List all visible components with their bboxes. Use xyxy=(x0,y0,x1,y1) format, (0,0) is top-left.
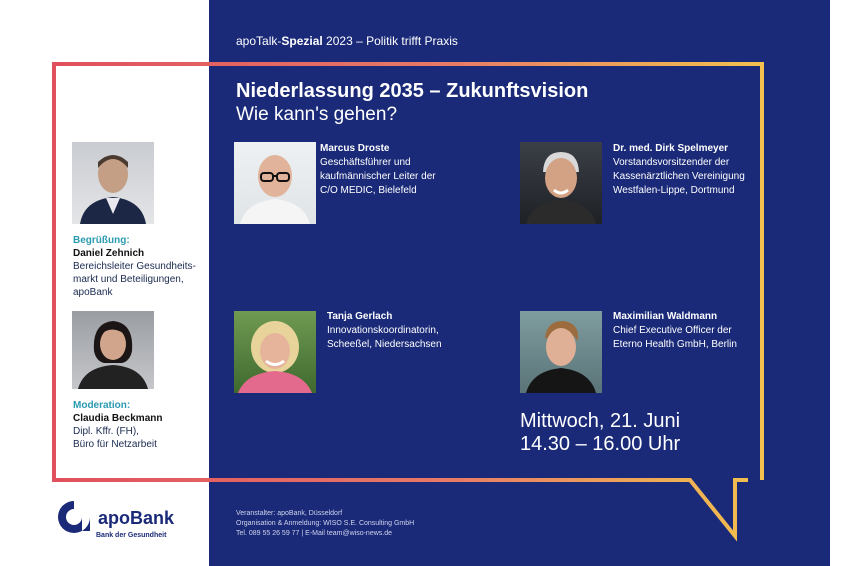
dirk-spelmeyer-photo xyxy=(520,142,602,224)
apobank-logo-icon xyxy=(56,499,92,533)
speaker-name: Marcus Droste xyxy=(320,143,390,154)
welcome-block xyxy=(73,234,209,299)
speaker-role-line: Westfalen-Lippe, Dortmund xyxy=(613,185,735,196)
moderation-name: Claudia Beckmann xyxy=(73,413,163,424)
event-time: 14.30 – 16.00 Uhr xyxy=(520,433,681,455)
speaker-role-line: Innovationskoordinatorin, xyxy=(327,325,439,336)
tanja-gerlach-photo xyxy=(234,311,316,393)
logo-text: apoBank xyxy=(98,508,175,528)
footer-info xyxy=(236,509,414,539)
moderation-role-line: Dipl. Kffr. (FH), xyxy=(73,426,139,437)
logo-tagline: Bank der Gesundheit xyxy=(96,532,167,539)
moderation-block xyxy=(73,399,209,451)
speaker-role-line: Kassenärztlichen Vereinigung xyxy=(613,171,745,182)
speaker-role-line: kaufmännischer Leiter der xyxy=(320,171,436,182)
daniel-zehnich-photo xyxy=(72,142,154,224)
welcome-role-line: apoBank xyxy=(73,287,113,298)
speaker-block xyxy=(613,311,737,352)
speaker-block xyxy=(327,311,442,352)
speaker-role-line: Scheeßel, Niedersachsen xyxy=(327,339,442,350)
speaker-role-line: Eterno Health GmbH, Berlin xyxy=(613,339,737,350)
speaker-role-line: Geschäftsführer und xyxy=(320,157,411,168)
speaker-name: Dr. med. Dirk Spelmeyer xyxy=(613,143,729,154)
event-date: Mittwoch, 21. Juni xyxy=(520,410,681,432)
speaker-role-line: Vorstandsvorsitzender der xyxy=(613,157,730,168)
event-datetime xyxy=(520,410,680,456)
welcome-role-line: markt und Beteiligungen, xyxy=(73,274,184,285)
footer-line: Organisation & Anmeldung: WISO S.E. Consulting GmbH xyxy=(236,520,415,527)
welcome-name: Daniel Zehnich xyxy=(73,248,145,259)
maximilian-waldmann-photo xyxy=(520,311,602,393)
moderation-label: Moderation: xyxy=(73,400,131,411)
speaker-block xyxy=(320,143,436,198)
speaker-name: Tanja Gerlach xyxy=(327,311,393,322)
speaker-name: Maximilian Waldmann xyxy=(613,311,718,322)
footer-line: Veranstalter: apoBank, Düsseldorf xyxy=(236,510,343,517)
speaker-role-line: Chief Executive Officer der xyxy=(613,325,732,336)
welcome-label: Begrüßung: xyxy=(73,235,130,246)
welcome-role-line: Bereichsleiter Gesundheits- xyxy=(73,261,196,272)
moderation-role-line: Büro für Netzarbeit xyxy=(73,439,157,450)
claudia-beckmann-photo xyxy=(72,311,154,389)
speaker-role-line: C/O MEDIC, Bielefeld xyxy=(320,185,417,196)
footer-line: Tel. 089 55 26 59 77 | E-Mail team@wiso-news.de xyxy=(236,530,393,537)
series-heading: apoTalk-Spezial 2023 – Politik trifft Praxis xyxy=(236,34,458,48)
event-title: Niederlassung 2035 – Zukunftsvision xyxy=(236,80,589,102)
speaker-block xyxy=(613,143,745,198)
event-subtitle: Wie kann's gehen? xyxy=(236,104,398,125)
marcus-droste-photo xyxy=(234,142,316,224)
